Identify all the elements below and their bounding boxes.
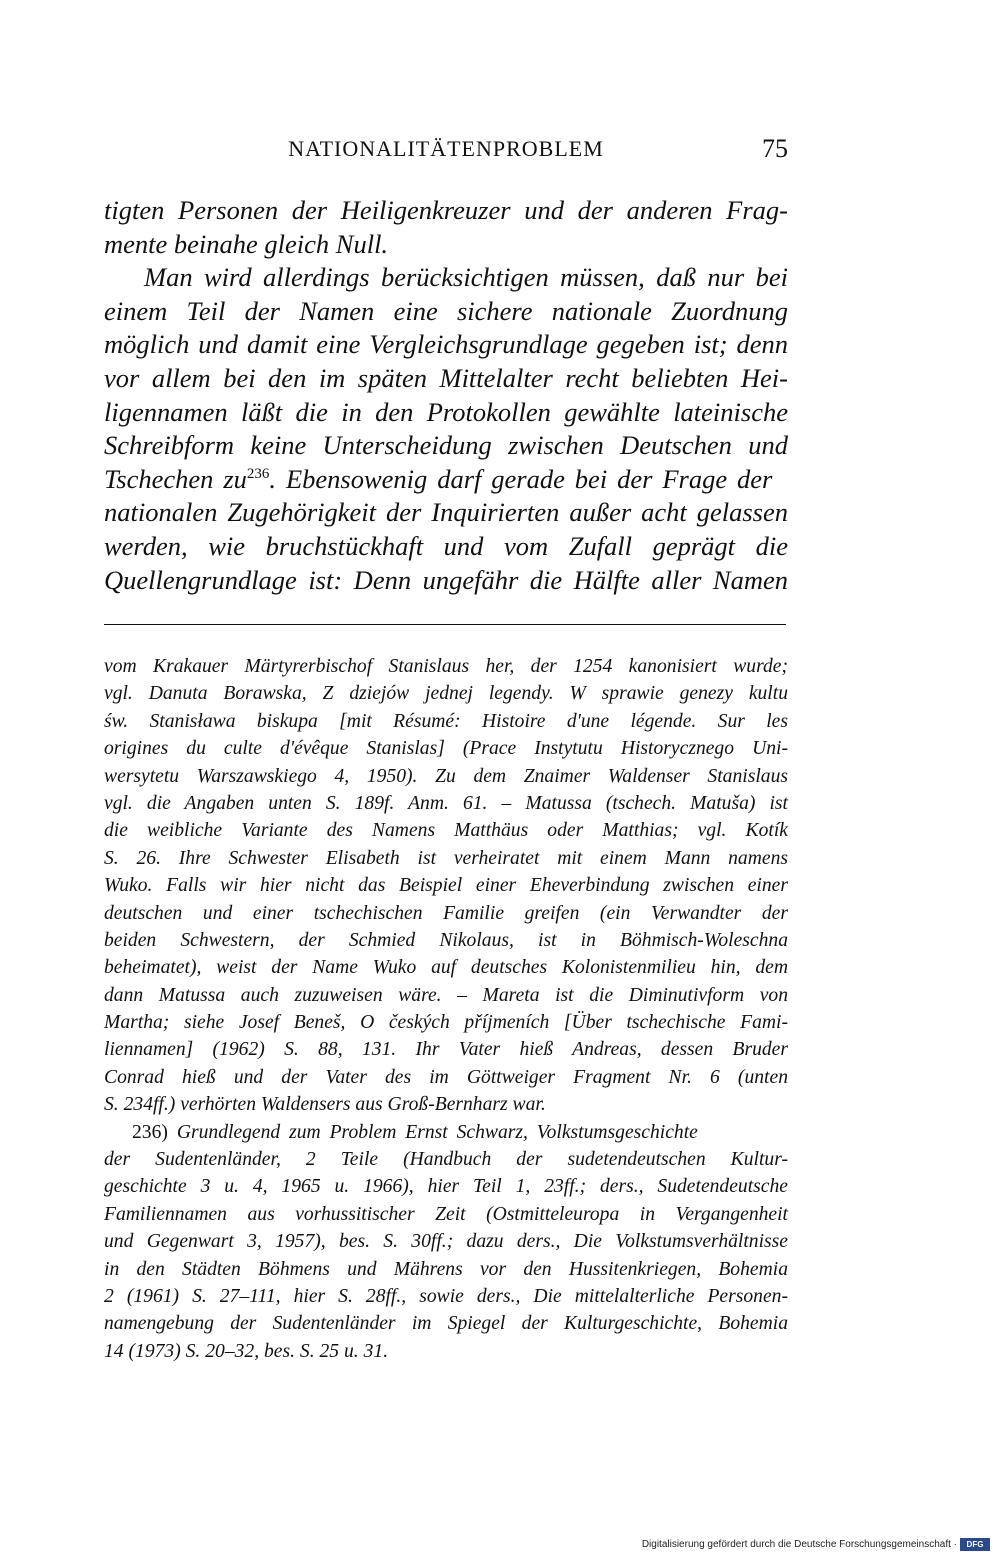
footnote-line: namengebung der Sudentenländer im Spiegel der Kulturgeschichte, Bohemia: [104, 1313, 788, 1335]
footnote-line: in den Städten Böhmens und Mährens vor den Hussitenkriegen, Bohemia: [104, 1258, 788, 1280]
text-line: werden, wie bruchstückhaft und vom Zufall geprägt die: [104, 530, 788, 561]
text-line: einem Teil der Namen eine sichere nationale Zuordnung: [104, 295, 788, 326]
footnote-line: und Gegenwart 3, 1957), bes. S. 30ff.; dazu ders., Die Volkstumsverhältnisse: [104, 1231, 788, 1253]
running-title: NATIONALITÄTENPROBLEM: [288, 136, 604, 161]
footnote-line: die weibliche Variante des Namens Matthäus oder Matthias; vgl. Kotík: [104, 820, 788, 842]
footnote-line: 2 (1961) S. 27–111, hier S. 28ff., sowie ders., Die mittelalterliche Personen-: [104, 1285, 788, 1307]
footnote-line: vgl. Danuta Borawska, Z dziejów jednej legendy. W sprawie genezy kultu: [104, 683, 788, 705]
page-header: [104, 136, 788, 170]
footnote-line: wersytetu Warszawskiego 4, 1950). Zu dem Znaimer Waldenser Stanislaus: [104, 765, 788, 787]
footnote-line: vgl. die Angaben unten S. 189f. Anm. 61. – Matussa (tschech. Matuša) ist: [104, 792, 788, 814]
footnote-line: Wuko. Falls wir hier nicht das Beispiel einer Eheverbindung zwischen einer: [104, 875, 788, 897]
footnote-line: Familiennamen aus vorhussitischer Zeit (Ostmitteleuropa in Vergangenheit: [104, 1203, 788, 1225]
footnote-line: S. 234ff.) verhörten Waldensers aus Groß-Bernharz war.: [104, 1094, 546, 1116]
text-segment: Tschechen zu: [104, 463, 247, 494]
footnote-separator: [104, 624, 786, 625]
footnote-line: dann Matussa auch zuzuweisen wäre. – Mareta ist die Diminutivform von: [104, 984, 788, 1006]
text-line: ligennamen läßt die in den Protokollen gewählte lateinische: [104, 396, 788, 427]
footnote-text: Grundlegend zum Problem Ernst Schwarz, Volkstumsgeschichte: [176, 1121, 698, 1143]
footnote-line: geschichte 3 u. 4, 1965 u. 1966), hier Teil 1, 23ff.; ders., Sudetendeutsche: [104, 1176, 788, 1198]
footnote-line: der Sudentenländer, 2 Teile (Handbuch der sudetendeutschen Kultur-: [104, 1149, 788, 1171]
text-line: Quellengrundlage ist: Denn ungefähr die Hälfte aller Namen: [104, 564, 788, 595]
text-line: Man wird allerdings berücksichtigen müssen, daß nur bei: [144, 262, 788, 293]
footnote-line: vom Krakauer Märtyrerbischof Stanislaus her, der 1254 kanonisiert wurde;: [104, 656, 788, 677]
footnote-line: 14 (1973) S. 20–32, bes. S. 25 u. 31.: [104, 1340, 389, 1362]
text-line: nationalen Zugehörigkeit der Inquirierten außer acht gelassen: [104, 497, 788, 528]
footnote-line: Martha; siehe Josef Beneš, O českých příjmeních [Über tschechische Fami-: [104, 1012, 788, 1034]
text-line: mente beinahe gleich Null.: [104, 228, 389, 259]
page-number: 75: [762, 134, 788, 163]
text-line: vor allem bei den im späten Mittelalter recht beliebten Hei-: [104, 362, 788, 393]
funding-notice: Digitalisierung gefördert durch die Deutsche Forschungsgemeinschaft ·: [641, 1539, 957, 1550]
digitization-footer: [642, 1538, 990, 1551]
footnote-line: św. Stanisława biskupa [mit Résumé: Histoire d'une légende. Sur les: [104, 710, 788, 732]
footnote-line: deutschen und einer tschechischen Familie greifen (ein Verwandter der: [104, 902, 788, 924]
footnote-line: S. 26. Ihre Schwester Elisabeth ist verheiratet mit einem Mann namens: [104, 847, 788, 869]
text-segment: . Ebensowenig darf gerade bei der Frage der: [269, 463, 773, 494]
footnote-236-first-line: [104, 1119, 788, 1146]
footnote-line: origines du culte d'évêque Stanislas] (Prace Instytutu Historycznego Uni-: [104, 738, 788, 760]
footnote-number: 236): [132, 1121, 168, 1143]
text-line: möglich und damit eine Vergleichsgrundlage gegeben ist; denn: [104, 329, 788, 360]
footnote-line: liennamen] (1962) S. 88, 131. Ihr Vater hieß Andreas, dessen Bruder: [104, 1039, 788, 1061]
footnote-line: beheimatet), weist der Name Wuko auf deutsches Kolonistenmilieu hin, dem: [104, 957, 788, 979]
main-text: [104, 194, 788, 597]
dfg-logo-icon: DFG: [960, 1538, 990, 1551]
footnotes: [104, 653, 788, 1365]
footnote-line: Conrad hieß und der Vater des im Göttweiger Fragment Nr. 6 (unten: [104, 1066, 788, 1088]
text-line-with-footnote: [104, 463, 788, 497]
footnote-reference: 236: [246, 465, 270, 482]
text-line: tigten Personen der Heiligenkreuzer und der anderen Frag-: [104, 195, 788, 225]
footnote-line: beiden Schwestern, der Schmied Nikolaus, ist in Böhmisch-Woleschna: [104, 929, 788, 951]
text-line: Schreibform keine Unterscheidung zwischen Deutschen und: [104, 430, 788, 461]
